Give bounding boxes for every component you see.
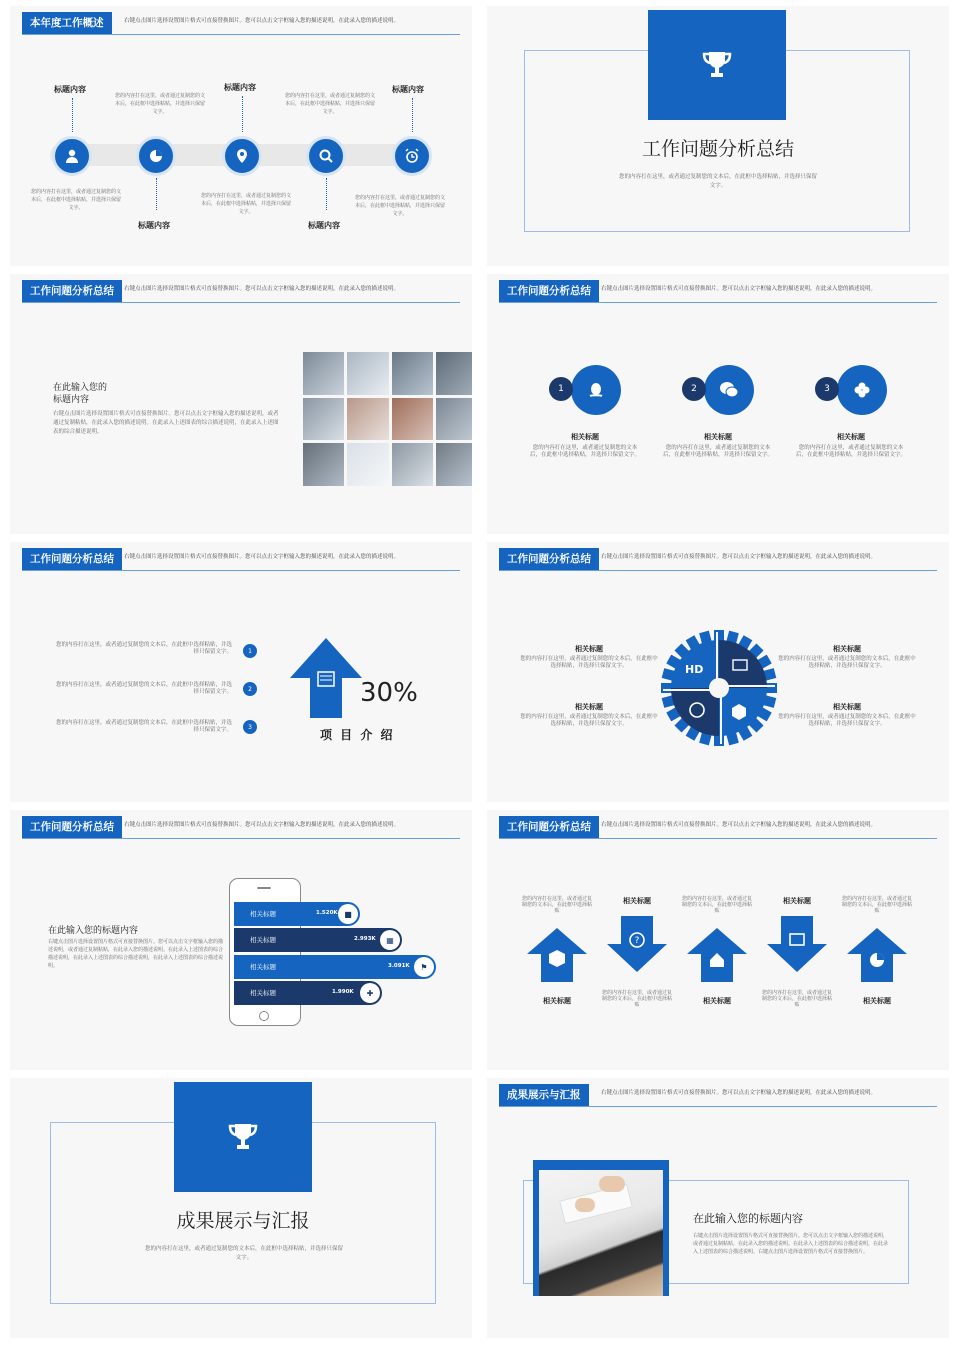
- bar-value: 2.993K: [354, 936, 376, 942]
- timeline-title: 标题内容: [138, 221, 170, 230]
- up-arrow-step: [847, 928, 907, 982]
- section-title: 成果展示与汇报: [176, 1210, 310, 1232]
- header-line: [22, 838, 460, 839]
- bar-value: 1.520K: [316, 910, 338, 916]
- flag-icon: ⚑: [414, 957, 434, 977]
- slide-header: 工作问题分析总结: [499, 816, 599, 838]
- gear-diagram: [661, 630, 777, 746]
- header-description: 右键点击图片选择设置图片格式可直接替换图片。您可以点击文字框输入您的描述说明，在此录入您的描述说明。: [601, 1090, 877, 1096]
- slide-phone-bars: [10, 810, 472, 1070]
- timeline-node-user[interactable]: [52, 136, 92, 176]
- timeline-connector: [72, 98, 73, 132]
- header-description: 右键点击图片选择设置图片格式可直接替换图片。您可以点击文字框输入您的描述说明，在此录入您的描述说明。: [601, 286, 877, 292]
- list-number: 3: [243, 720, 257, 734]
- phone-speaker: [257, 887, 271, 889]
- step-title: 相关标题: [863, 997, 891, 1005]
- clover-icon: [852, 380, 872, 400]
- header-description: 右键点击图片选择设置图片格式可直接替换图片。您可以点击文字框输入您的描述说明，在此录入您的描述说明。: [601, 822, 877, 828]
- header-line: [499, 570, 937, 571]
- bar-label: 相关标题: [250, 936, 276, 944]
- trophy-icon: [226, 1122, 260, 1152]
- slide-section-title: [487, 6, 949, 266]
- timeline-connector: [412, 98, 413, 132]
- content-title: 在此输入您的: [53, 383, 108, 393]
- step-desc: 您的内容打在这里，或者通过复制您的文本后，在此框中选择粘贴: [521, 896, 592, 914]
- section-desc: 您的内容打在这里，或者通过复制您的文本后，在此框中选择粘贴，并选择只保留文字。: [618, 174, 817, 189]
- down-arrow-step: [607, 916, 667, 972]
- bar-value: 3.091K: [388, 963, 410, 969]
- timeline-title: 标题内容: [308, 221, 340, 230]
- gear-item-desc: 您的内容打在这里，或者通过复制您的文本后，在此框中选择粘贴，并选择只保留文字。: [778, 656, 916, 670]
- slide-three-features: [487, 274, 949, 534]
- timeline-title: 标题内容: [392, 85, 424, 94]
- wechat-icon: [718, 380, 740, 400]
- pie-chart-icon: [148, 148, 164, 164]
- gear-item-desc: 您的内容打在这里，或者通过复制您的文本后，在此框中选择粘贴，并选择只保留文字。: [778, 714, 916, 728]
- step-desc: 您的内容打在这里，或者通过复制您的文本后，在此框中选择粘贴: [841, 896, 912, 914]
- header-line: [22, 34, 460, 35]
- section-title: 工作问题分析总结: [641, 138, 794, 160]
- bar-row: [234, 955, 436, 979]
- header-line: [22, 570, 460, 571]
- timeline-node-location[interactable]: [222, 136, 262, 176]
- gear-item-title: 相关标题: [575, 703, 603, 711]
- feature-circle-wechat[interactable]: [704, 365, 754, 415]
- content-title: 在此输入您的标题内容: [48, 926, 139, 936]
- bar-row: [234, 902, 360, 926]
- feature-desc: 您的内容打在这里，或者通过复制您的文本后，在此框中选择粘贴，并选择只保留文字。: [795, 445, 906, 459]
- list-desc: 您的内容打在这里，或者通过复制您的文本后，在此框中选择粘贴，并选择只保留文字。: [55, 642, 232, 656]
- header-description: 右键点击图片选择设置图片格式可直接替换图片。您可以点击文字框输入您的描述说明，在此录入您的描述说明。: [124, 822, 400, 828]
- slide-arrow-steps: [487, 810, 949, 1070]
- timeline-node-chart[interactable]: [136, 136, 176, 176]
- timeline-desc: 您的内容打在这里，或者通过复制您的文本后，在此框中选择粘贴，并选择只保留文字。: [114, 93, 205, 115]
- title-block: [174, 1082, 312, 1192]
- bar-label: 相关标题: [250, 989, 276, 997]
- user-icon: [64, 148, 80, 164]
- up-arrow-step: [527, 928, 587, 982]
- step-title: 相关标题: [703, 997, 731, 1005]
- timeline-desc: 您的内容打在这里，或者通过复制您的文本后，在此框中选择粘贴，并选择只保留文字。: [354, 195, 445, 217]
- gear-item-title: 相关标题: [575, 645, 603, 653]
- list-number: 2: [243, 682, 257, 696]
- section-desc: 您的内容打在这里，或者通过复制您的文本后，在此框中选择粘贴，并选择只保留文字。: [144, 1246, 343, 1261]
- content-title: 标题内容: [53, 395, 90, 405]
- bar-row: [234, 981, 382, 1005]
- bar-label: 相关标题: [250, 910, 276, 918]
- svg-text:?: ?: [634, 936, 640, 946]
- qq-icon: [586, 380, 606, 400]
- search-icon: [318, 148, 334, 164]
- header-description: 右键点击图片选择设置图片格式可直接替换图片。您可以点击文字框输入您的描述说明，在此录入您的描述说明。: [124, 18, 400, 24]
- timeline-desc: 您的内容打在这里，或者通过复制您的文本后，在此框中选择粘贴，并选择只保留文字。: [200, 193, 291, 215]
- slide-header: 工作问题分析总结: [22, 548, 122, 570]
- slide-header: 工作问题分析总结: [499, 548, 599, 570]
- header-line: [22, 302, 460, 303]
- timeline-desc: 您的内容打在这里，或者通过复制您的文本后，在此框中选择粘贴，并选择只保留文字。: [284, 93, 375, 115]
- slide-work-overview: [10, 6, 472, 266]
- gear-item-title: 相关标题: [833, 703, 861, 711]
- slide-header: 工作问题分析总结: [22, 816, 122, 838]
- content-title: 在此输入您的标题内容: [693, 1212, 803, 1225]
- alarm-clock-icon: [404, 148, 420, 164]
- header-line: [499, 1106, 937, 1107]
- phone-home-button: [259, 1011, 269, 1021]
- timeline-node-alarm[interactable]: [392, 136, 432, 176]
- title-block: [648, 10, 786, 120]
- step-desc: 您的内容打在这里，或者通过复制您的文本后，在此框中选择粘贴: [761, 990, 832, 1008]
- header-description: 右键点击图片选择设置图片格式可直接替换图片。您可以点击文字框输入您的描述说明，在此录入您的描述说明。: [601, 554, 877, 560]
- step-title: 相关标题: [623, 897, 651, 905]
- up-arrow-step: [687, 928, 747, 982]
- feature-number: 2: [682, 377, 706, 401]
- feature-circle-clover[interactable]: [837, 365, 887, 415]
- slide-header: 本年度工作概述: [22, 12, 112, 34]
- slide-results-title: [10, 1078, 472, 1338]
- gear-item-desc: 您的内容打在这里，或者通过复制您的文本后，在此框中选择粘贴，并选择只保留文字。: [520, 714, 658, 728]
- header-description: 右键点击图片选择设置图片格式可直接替换图片。您可以点击文字框输入您的描述说明，在此录入您的描述说明。: [124, 286, 400, 292]
- list-number: 1: [243, 644, 257, 658]
- feature-title: 相关标题: [704, 433, 732, 441]
- location-pin-icon: [234, 148, 250, 164]
- hd-label: HD: [685, 663, 704, 676]
- comment-icon: ■: [338, 904, 358, 924]
- city-image-grid: [303, 352, 472, 486]
- timeline-desc: 您的内容打在这里，或者通过复制您的文本后，在此框中选择粘贴，并选择只保留文字。: [30, 189, 121, 211]
- bar-label: 相关标题: [250, 963, 276, 971]
- timeline-connector: [156, 178, 157, 210]
- trophy-icon: [700, 50, 734, 80]
- feature-circle-qq[interactable]: [571, 365, 621, 415]
- feature-number: 1: [549, 377, 573, 401]
- header-line: [499, 302, 937, 303]
- percent-value: 30%: [360, 678, 418, 708]
- timeline-title: 标题内容: [54, 85, 86, 94]
- bar-value: 1.990K: [332, 989, 354, 995]
- slide-image-grid: [10, 274, 472, 534]
- calendar-icon: ▦: [380, 930, 400, 950]
- slide-project-intro: [10, 542, 472, 802]
- timeline-connector: [326, 178, 327, 210]
- slide-header: 工作问题分析总结: [499, 280, 599, 302]
- signpost-icon: ✚: [360, 983, 380, 1003]
- slide-header: 工作问题分析总结: [22, 280, 122, 302]
- slide-gear-diagram: [487, 542, 949, 802]
- bar-row: [234, 928, 402, 952]
- header-description: 右键点击图片选择设置图片格式可直接替换图片。您可以点击文字框输入您的描述说明，在此录入您的描述说明。: [124, 554, 400, 560]
- step-desc: 您的内容打在这里，或者通过复制您的文本后，在此框中选择粘贴: [601, 990, 672, 1008]
- feature-title: 相关标题: [571, 433, 599, 441]
- timeline-title: 标题内容: [224, 83, 256, 92]
- slide-results-detail: [487, 1078, 949, 1338]
- header-line: [499, 838, 937, 839]
- down-arrow-step: [767, 916, 827, 972]
- content-desc: 右键点击图片选择设置图片格式可直接替换图片。您可以点击文字框输入您的描述说明，或者通过复制粘贴，在此录入您的描述说明。在此录入上述图表的综合描述说明，在此录入上述图表的综合描述说明。: [53, 411, 279, 435]
- feature-desc: 您的内容打在这里，或者通过复制您的文本后，在此框中选择粘贴，并选择只保留文字。: [529, 445, 640, 459]
- step-title: 相关标题: [543, 997, 571, 1005]
- slide-header: 成果展示与汇报: [499, 1084, 589, 1106]
- timeline-node-search[interactable]: [306, 136, 346, 176]
- list-desc: 您的内容打在这里，或者通过复制您的文本后，在此框中选择粘贴，并选择只保留文字。: [55, 682, 232, 696]
- step-title: 相关标题: [783, 897, 811, 905]
- project-intro-label: 项 目 介 绍: [320, 728, 395, 742]
- timeline-connector: [242, 96, 243, 132]
- content-desc: 右键点击图片选择设置图片格式可直接替换图片。您可以点击文字框输入您的描述说明，或者通过复制粘贴，在此录入您的描述说明。在此录入上述图表的综合描述说明，在此录入上述图表的综合描述说明。右键点击图片选择设置图片格式可直接替换图片。: [693, 1233, 889, 1255]
- feature-desc: 您的内容打在这里，或者通过复制您的文本后，在此框中选择粘贴，并选择只保留文字。: [662, 445, 773, 459]
- feature-title: 相关标题: [837, 433, 865, 441]
- gear-item-title: 相关标题: [833, 645, 861, 653]
- content-desc: 右键点击图片选择设置图片格式可直接替换图片。您可以点击文字框输入您的描述说明，或者通过复制粘贴，在此录入您的描述说明。在此录入上述图表的综合描述说明，在此录入上述图表的综合描述说明，在此录入上述图表的综合描述说明。: [48, 939, 224, 969]
- step-desc: 您的内容打在这里，或者通过复制您的文本后，在此框中选择粘贴: [681, 896, 752, 914]
- up-arrow-graphic: [290, 638, 362, 718]
- gear-item-desc: 您的内容打在这里，或者通过复制您的文本后，在此框中选择粘贴，并选择只保留文字。: [520, 656, 658, 670]
- keyboard-photo: [539, 1170, 663, 1296]
- list-desc: 您的内容打在这里，或者通过复制您的文本后，在此框中选择粘贴，并选择只保留文字。: [55, 720, 232, 734]
- feature-number: 3: [815, 377, 839, 401]
